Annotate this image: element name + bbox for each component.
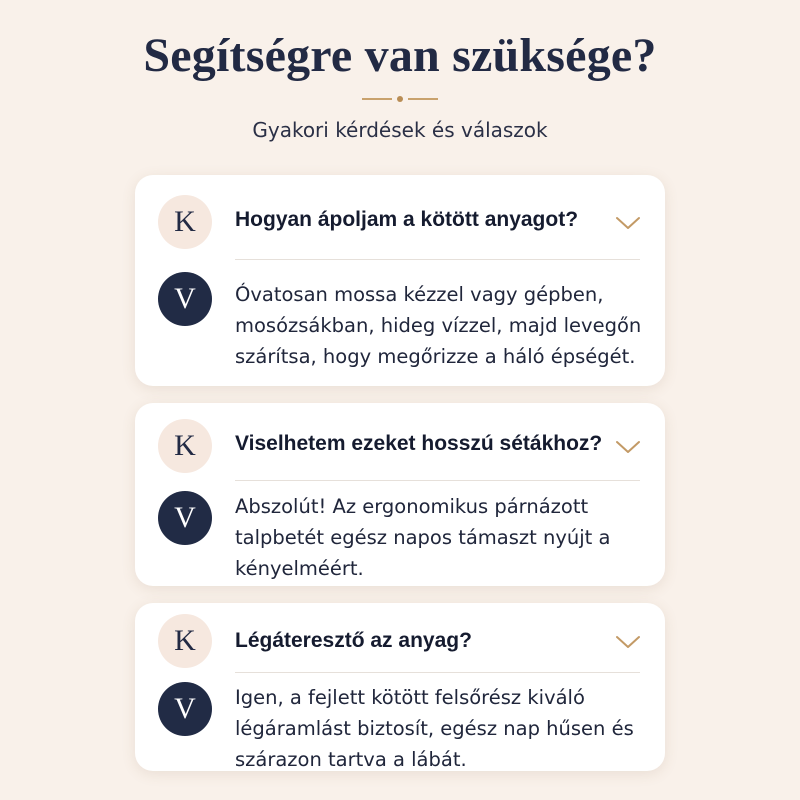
answer-badge: V [158, 272, 212, 326]
faq-answer: Igen, a fejlett kötött felsőrész kiváló légáramlást biztosít, egész nap hűsen és szárazon tartva a lábát. [235, 686, 634, 771]
page-title: Segítségre van szüksége? [143, 29, 657, 82]
page-subtitle: Gyakori kérdések és válaszok [252, 118, 548, 142]
faq-answer: Abszolút! Az ergonomikus párnázott talpbetét egész napos támaszt nyújt a kényelméért. [235, 495, 611, 580]
answer-badge: V [158, 491, 212, 545]
chevron-down-icon[interactable] [615, 439, 641, 455]
chevron-down-icon[interactable] [615, 215, 641, 231]
divider-line [235, 672, 640, 673]
title-divider [362, 96, 438, 102]
faq-question[interactable]: Légáteresztő az anyag? [235, 629, 472, 652]
chevron-down-icon[interactable] [615, 634, 641, 650]
divider-line [235, 259, 640, 260]
faq-item [135, 603, 665, 771]
faq-question[interactable]: Viselhetem ezeket hosszú sétákhoz? [235, 432, 603, 455]
question-badge: K [158, 614, 212, 668]
faq-question[interactable]: Hogyan ápoljam a kötött anyagot? [235, 208, 579, 231]
faq-answer: Óvatosan mossa kézzel vagy gépben, mosózsákban, hideg vízzel, majd levegőn szárítsa, hogy megőrizze a háló épségét. [235, 283, 642, 368]
faq-item [135, 175, 665, 386]
divider-line [235, 480, 640, 481]
question-badge: K [158, 195, 212, 249]
faq-item [135, 403, 665, 586]
answer-badge: V [158, 682, 212, 736]
question-badge: K [158, 419, 212, 473]
